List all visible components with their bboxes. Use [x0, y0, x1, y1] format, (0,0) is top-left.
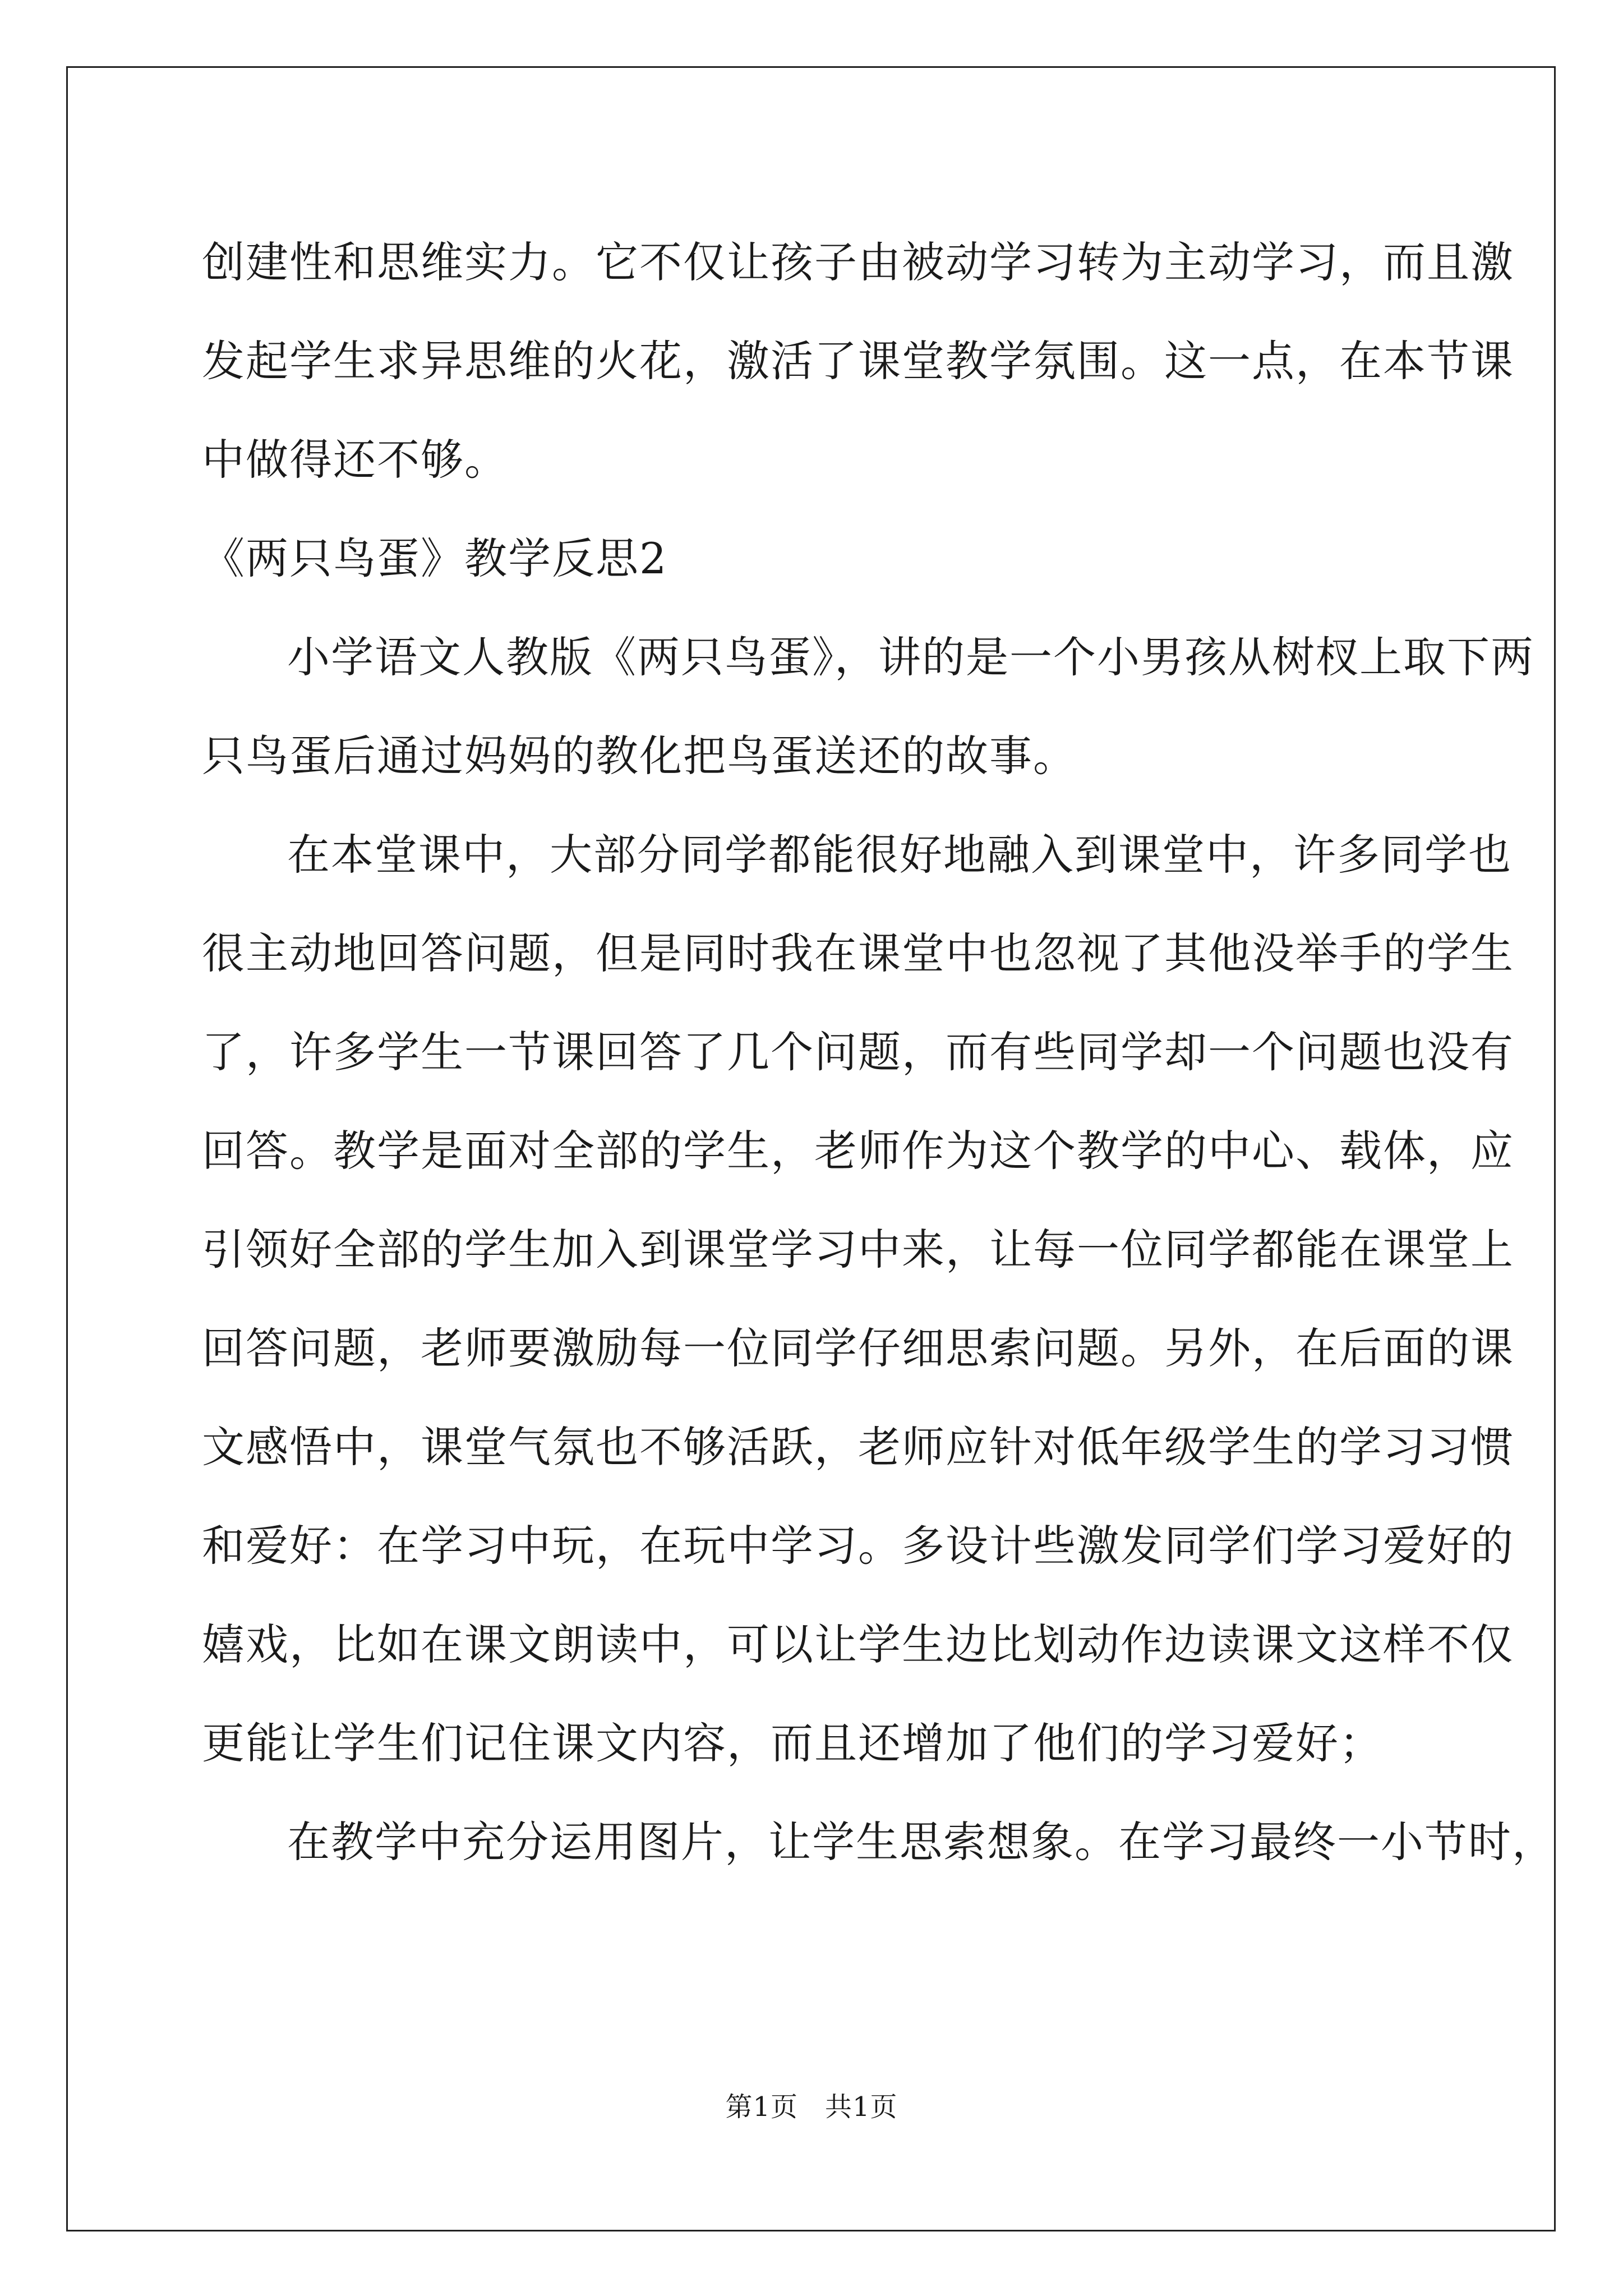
paragraph-first-line: 在本堂课中，大部分同学都能很好地融入到课堂中，许多同学也 [287, 830, 1512, 880]
text-line: 了，许多学生一节课回答了几个问题，而有些同学却一个问题也没有 [202, 1027, 1514, 1077]
paragraph-first-line: 小学语文人教版《两只鸟蛋》，讲的是一个小男孩从树杈上取下两 [287, 632, 1534, 682]
section-heading: 《两只鸟蛋》教学反思2 [202, 533, 668, 583]
text-line: 更能让学生们记住课文内容，而且还增加了他们的学习爱好； [202, 1718, 1383, 1768]
text-line: 回答。教学是面对全部的学生，老师作为这个教学的中心、载体，应 [202, 1126, 1514, 1176]
text-line: 嬉戏，比如在课文朗读中，可以让学生边比划动作边读课文这样不仅 [202, 1619, 1514, 1669]
page-number-total: 共1页 [825, 2091, 898, 2123]
text-line: 只鸟蛋后通过妈妈的教化把鸟蛋送还的故事。 [202, 731, 1077, 781]
text-line: 中做得还不够。 [202, 435, 508, 485]
page-number-current: 第1页 [725, 2091, 798, 2123]
text-line: 回答问题，老师要激励每一位同学仔细思索问题。另外，在后面的课 [202, 1323, 1514, 1373]
page-footer [0, 2090, 1623, 2124]
paragraph-first-line: 在教学中充分运用图片，让学生思索想象。在学习最终一小节时， [287, 1817, 1556, 1867]
text-line: 文感悟中，课堂气氛也不够活跃，老师应针对低年级学生的学习习惯 [202, 1422, 1514, 1472]
text-line: 创建性和思维实力。它不仅让孩子由被动学习转为主动学习，而且激 [202, 237, 1514, 287]
text-line: 和爱好：在学习中玩，在玩中学习。多设计些激发同学们学习爱好的 [202, 1521, 1514, 1571]
text-line: 很主动地回答问题，但是同时我在课堂中也忽视了其他没举手的学生 [202, 928, 1514, 978]
text-line: 引领好全部的学生加入到课堂学习中来，让每一位同学都能在课堂上 [202, 1225, 1514, 1274]
text-line: 发起学生求异思维的火花，激活了课堂教学氛围。这一点，在本节课 [202, 336, 1514, 386]
document-body [202, 213, 1556, 1892]
